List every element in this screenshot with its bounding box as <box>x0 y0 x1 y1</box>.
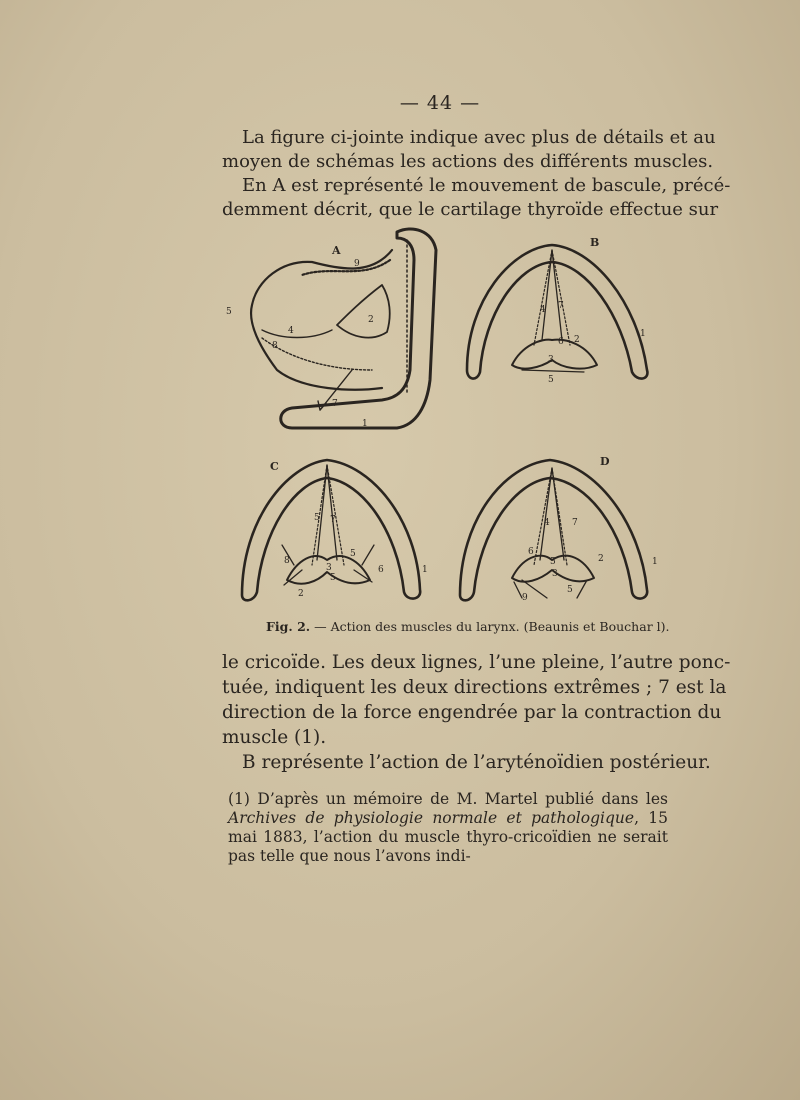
label-number: 5 <box>548 375 554 385</box>
figure-caption-text: — Action des muscles du larynx. (Beaunis et Bouchar l). <box>314 619 670 634</box>
text-line: direction de la force engendrée par la contraction du <box>222 702 722 723</box>
label-number: 1 <box>640 329 646 339</box>
text-line: B représente l’action de l’aryténoïdien postérieur. <box>242 752 711 773</box>
footnote <box>228 790 668 866</box>
page-number: — 44 — <box>399 92 481 114</box>
panel-a-drawing <box>251 229 436 428</box>
panel-b-drawing <box>467 245 647 379</box>
label-number: 2 <box>368 315 374 325</box>
paragraph-intro <box>222 126 731 222</box>
label-number: 5 <box>314 513 320 523</box>
label-number: 4 <box>544 518 550 528</box>
panel-label-b: B <box>590 236 600 249</box>
label-number: 5 <box>350 549 356 559</box>
label-number: 3 <box>548 355 554 365</box>
label-number: 8 <box>284 556 290 566</box>
label-number: 7 <box>558 301 564 311</box>
label-number: 7 <box>330 515 336 525</box>
text-line: demment décrit, que le cartilage thyroïde effectue sur <box>222 199 719 220</box>
figure-caption <box>266 619 670 634</box>
footnote-journal-title: Archives de physiologie normale et pathologique <box>228 809 635 827</box>
label-number: 1 <box>362 419 368 429</box>
figure-diagram <box>222 220 668 615</box>
label-number: 9 <box>522 593 528 603</box>
label-number: 7 <box>332 399 338 409</box>
label-number: 1 <box>652 557 658 567</box>
label-number: 4 <box>540 305 546 315</box>
label-number: 3 <box>552 569 558 579</box>
label-number: 8 <box>272 341 278 351</box>
label-number: 5 <box>550 557 556 567</box>
label-number: 6 <box>528 547 534 557</box>
footnote-marker: (1) <box>228 790 250 808</box>
label-number: 9 <box>354 259 360 269</box>
text-line: le cricoïde. Les deux lignes, l’une pleine, l’autre ponc- <box>222 652 731 673</box>
text-line: moyen de schémas les actions des différents muscles. <box>222 151 714 172</box>
footnote-text: D’après un mémoire de M. Martel publié dans les <box>257 790 668 808</box>
label-number: 3 <box>326 563 332 573</box>
panel-label-d: D <box>600 455 610 468</box>
text-line: En A est représenté le mouvement de bascule, précé- <box>242 175 731 196</box>
panel-d-drawing <box>460 460 647 600</box>
panel-label-c: C <box>270 460 279 473</box>
figure-number: Fig. 2. <box>266 619 311 634</box>
footnote-text: , 15 mai 1883, l’action du muscle thyro-cricoïdien ne serait pas telle que nous l’avons indi- <box>228 809 669 865</box>
label-number: 4 <box>288 326 294 336</box>
label-number: 1 <box>422 565 428 575</box>
label-number: 5 <box>330 573 336 583</box>
paragraph-continuation <box>222 650 731 775</box>
label-number: 6 <box>558 337 564 347</box>
text-line: muscle (1). <box>222 727 327 748</box>
label-number: 5 <box>226 307 232 317</box>
text-line: La figure ci-jointe indique avec plus de détails et au <box>242 127 716 148</box>
label-number: 2 <box>298 589 304 599</box>
text-line: tuée, indiquent les deux directions extrêmes ; 7 est la <box>222 677 727 698</box>
label-number: 6 <box>378 565 384 575</box>
label-number: 7 <box>572 518 578 528</box>
label-number: 2 <box>574 335 580 345</box>
figure-larynx-muscles <box>222 220 668 615</box>
label-number: 5 <box>567 585 573 595</box>
panel-label-a: A <box>332 244 341 257</box>
label-number: 2 <box>598 554 604 564</box>
